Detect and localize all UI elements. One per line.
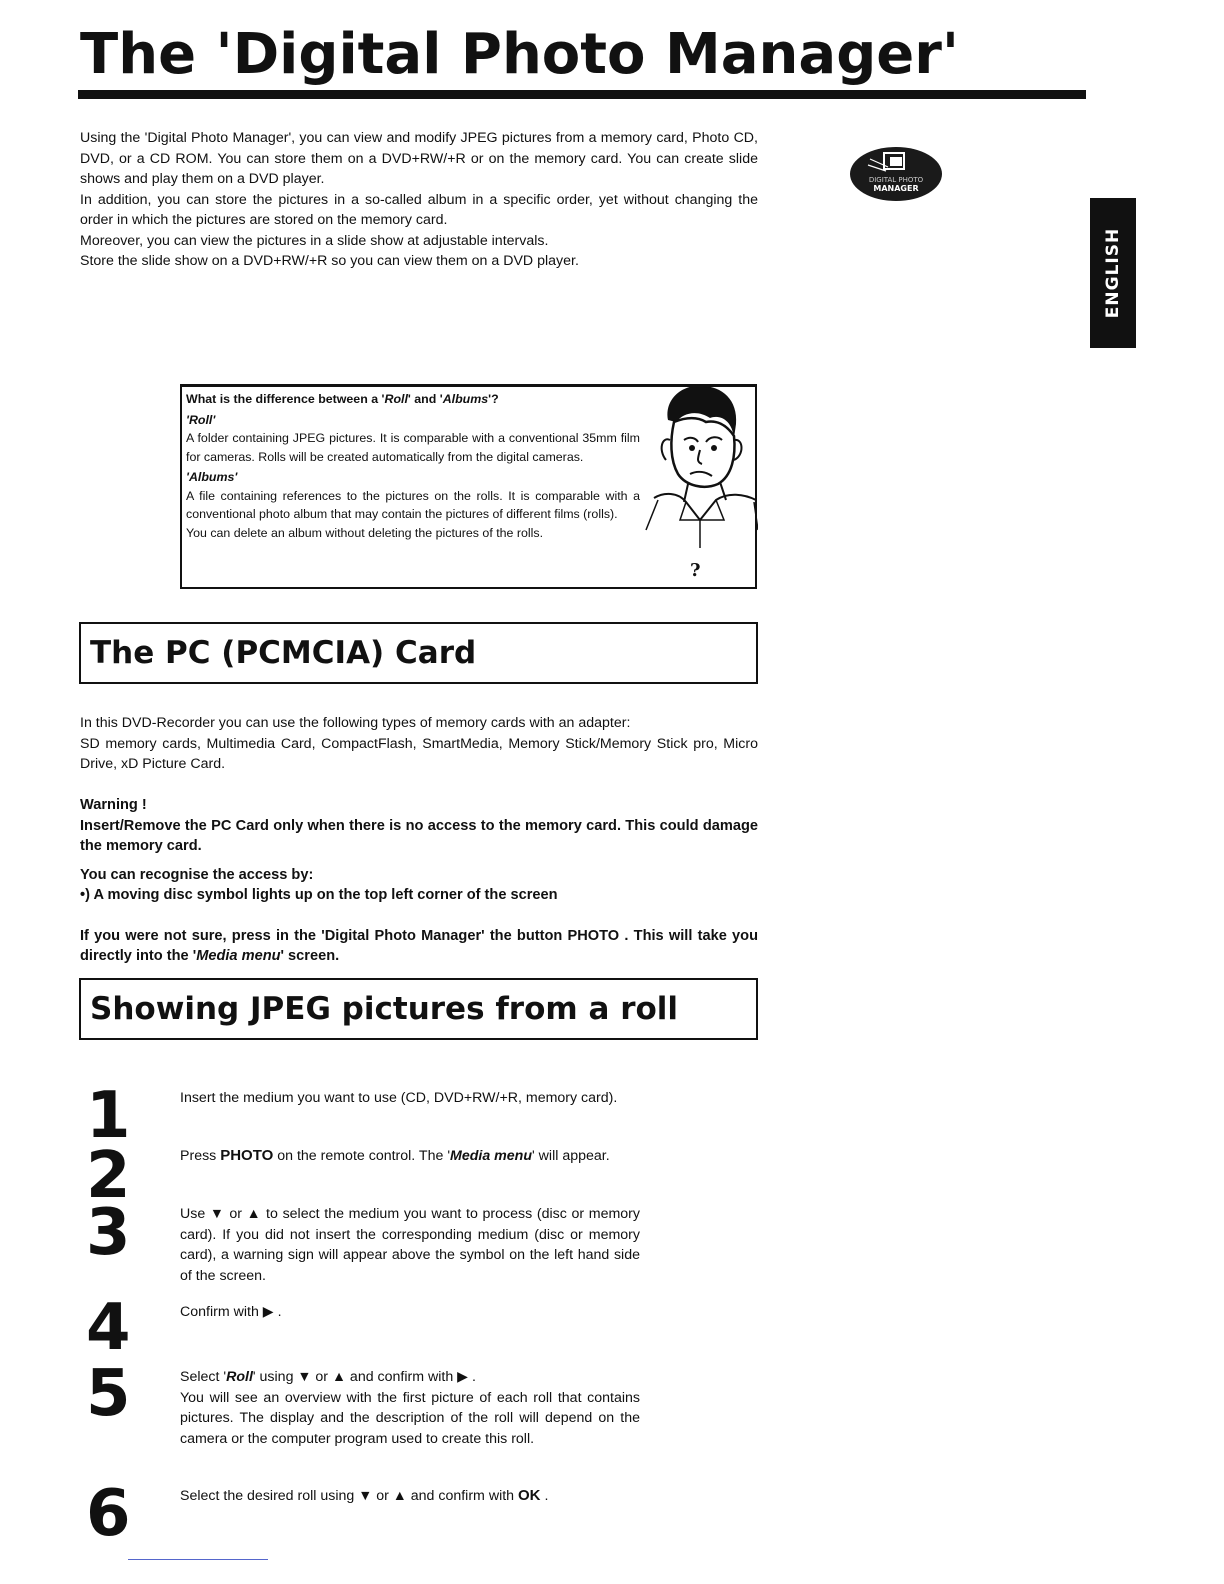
section-title: The PC (PCMCIA) Card [90, 635, 477, 671]
step-text: Insert the medium you want to use (CD, DVD+RW/+R, memory card). [180, 1090, 618, 1106]
language-label: ENGLISH [1103, 227, 1123, 319]
warning-block [80, 795, 758, 967]
footer-line [128, 1559, 268, 1560]
step-text: Select the desired roll using ▼ or ▲ and confirm with OK . [180, 1487, 549, 1504]
puzzled-man-illustration [640, 380, 758, 590]
digital-photo-manager-logo [848, 145, 944, 203]
question-mark: ? [690, 560, 701, 581]
pc-card-line: In this DVD-Recorder you can use the following types of memory cards with an adapter: [80, 715, 631, 731]
step-number: 1 [86, 1079, 131, 1153]
recognise-title: You can recognise the access by: [80, 866, 314, 883]
roll-definition: A folder containing JPEG pictures. It is comparable with a conventional 35mm film for cameras. Rolls will be created automatically from the digital cameras. [186, 431, 640, 464]
warning-title: Warning ! [80, 797, 147, 813]
step-number: 3 [86, 1196, 131, 1270]
step-text: Use ▼ or ▲ to select the medium you want to process (disc or memory card). If you did not insert the corresponding medium (disc or memory card), a warning sign will appear above the symbol on the left hand side of the screen. [180, 1206, 640, 1284]
intro-text [80, 128, 758, 272]
step-text: Select 'Roll' using ▼ or ▲ and confirm with ▶ . You will see an overview with the first picture of each roll that contains pictures. The display and the description of the roll will depend on the camera or the computer program used to create this roll. [180, 1369, 640, 1447]
intro-paragraph: Moreover, you can view the pictures in a slide show at adjustable intervals. [80, 232, 549, 249]
step-number: 2 [86, 1139, 131, 1213]
step-text: Press PHOTO on the remote control. The 'Media menu' will appear. [180, 1147, 610, 1164]
info-question: What is the difference between a 'Roll' and 'Albums'? [186, 392, 499, 406]
pc-card-description [80, 713, 758, 775]
step-number: 6 [86, 1477, 131, 1551]
recognise-item: •) A moving disc symbol lights up on the top left corner of the screen [80, 887, 558, 903]
intro-paragraph: Using the 'Digital Photo Manager', you can view and modify JPEG pictures from a memory card, Photo CD, DVD, or a CD ROM. You can store them on a DVD+RW/+R or on the memory card. You can create slide shows and play them on a DVD player. [80, 130, 758, 187]
delete-note: You can delete an album without deleting the pictures of the rolls. [186, 525, 544, 540]
section-header-showing-jpeg [79, 978, 758, 1040]
unsure-note: If you were not sure, press in the 'Digital Photo Manager' the button PHOTO . This will take you directly into the 'Media menu' screen. [80, 927, 758, 964]
warning-text: Insert/Remove the PC Card only when there is no access to the memory card. This could damage the memory card. [80, 817, 758, 854]
intro-paragraph: Store the slide show on a DVD+RW/+R so you can view them on a DVD player. [80, 253, 579, 269]
step-number: 5 [86, 1357, 131, 1431]
albums-term: 'Albums' [186, 470, 238, 484]
info-box-text [186, 390, 640, 542]
page-title: The 'Digital Photo Manager' [80, 22, 960, 87]
step-text: Confirm with ▶ . [180, 1304, 282, 1320]
section-header-pc-card [79, 622, 758, 684]
section-title: Showing JPEG pictures from a roll [90, 991, 679, 1027]
roll-term: 'Roll' [186, 412, 216, 427]
pc-card-types: SD memory cards, Multimedia Card, CompactFlash, SmartMedia, Memory Stick/Memory Stick pro, Micro Drive, xD Picture Card. [80, 735, 758, 772]
step-number: 4 [86, 1291, 131, 1365]
intro-paragraph: In addition, you can store the pictures in a so-called album in a specific order, yet without changing the order in which the pictures are stored on the memory card. [80, 191, 758, 228]
title-rule [78, 90, 1086, 99]
albums-definition: A file containing references to the pictures on the rolls. It is comparable with a conventional photo album that may contain the pictures of different films (rolls). [186, 488, 640, 521]
logo-line-1: DIGITAL PHOTO [868, 176, 924, 184]
language-tab [1090, 198, 1136, 348]
logo-line-2: MANAGER [873, 184, 919, 193]
